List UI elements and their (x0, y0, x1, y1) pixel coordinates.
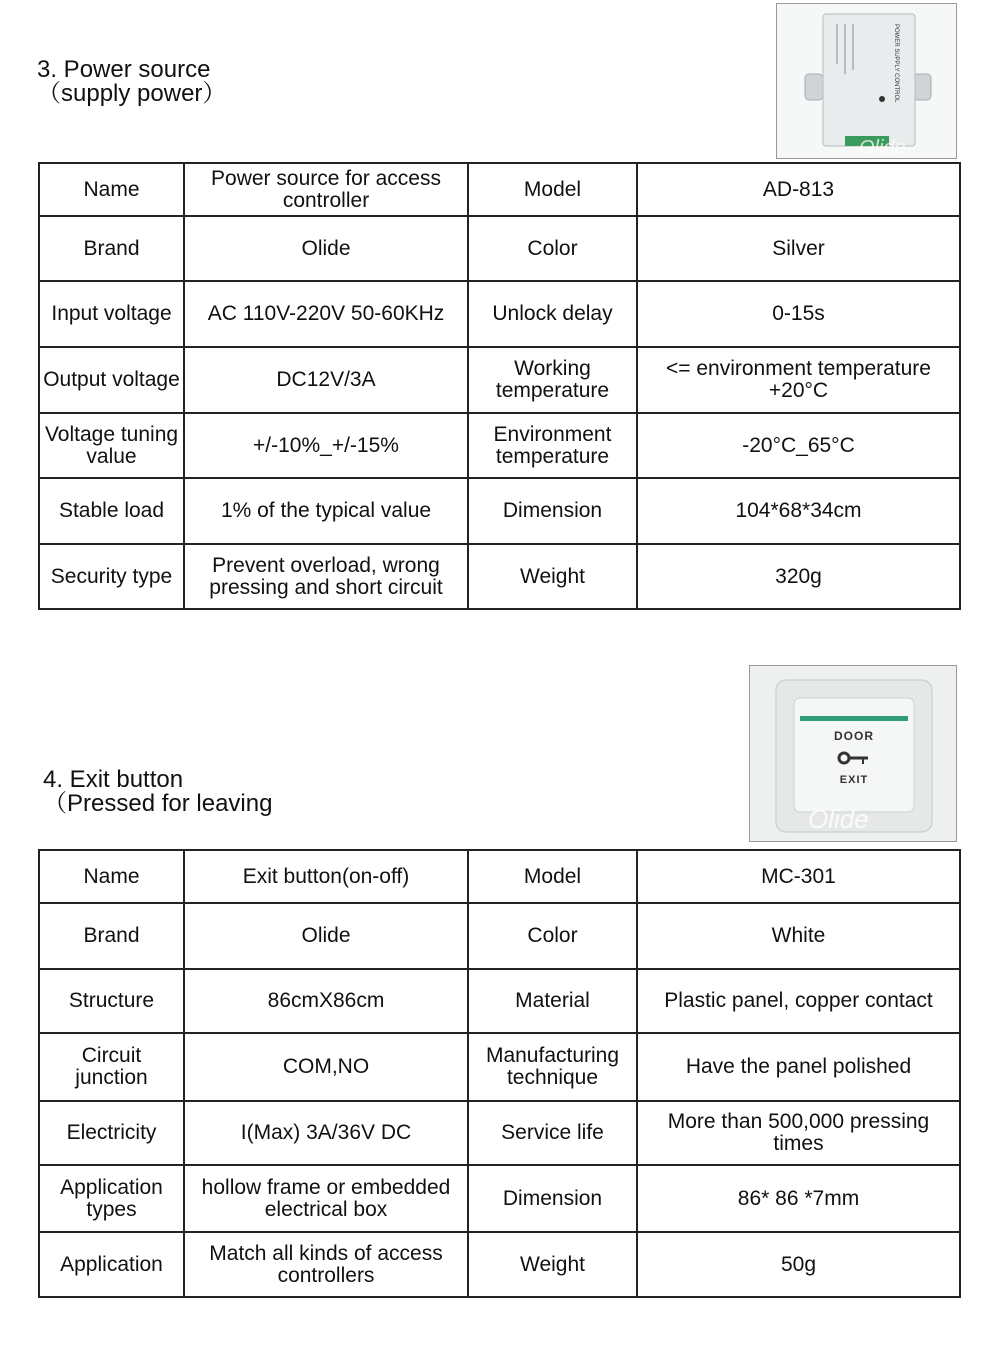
spec-label: Material (468, 969, 637, 1033)
table-row (39, 903, 960, 969)
power-source-spec-table (38, 162, 961, 610)
spec-label: Circuit junction (39, 1033, 184, 1101)
spec-value: Power source for access controller (184, 163, 468, 216)
exit-button-title-line2: （Pressed for leaving (43, 790, 273, 817)
spec-value: Olide (184, 903, 468, 969)
table-row (39, 216, 960, 281)
spec-value: +/-10%_+/-15% (184, 413, 468, 478)
spec-value: Olide (184, 216, 468, 281)
spec-label: Service life (468, 1101, 637, 1165)
spec-label: Weight (468, 1232, 637, 1297)
spec-value: Have the panel polished (637, 1033, 960, 1101)
spec-value: More than 500,000 pressing times (637, 1101, 960, 1165)
table-row (39, 544, 960, 609)
spec-value: White (637, 903, 960, 969)
spec-label: Manufacturing technique (468, 1033, 637, 1101)
spec-label: Name (39, 850, 184, 903)
spec-label: Security type (39, 544, 184, 609)
table-row (39, 163, 960, 216)
spec-value: 104*68*34cm (637, 478, 960, 544)
spec-label: Dimension (468, 478, 637, 544)
spec-value: AC 110V-220V 50-60KHz (184, 281, 468, 347)
spec-value: 86cmX86cm (184, 969, 468, 1033)
spec-value: Plastic panel, copper contact (637, 969, 960, 1033)
spec-label: Stable load (39, 478, 184, 544)
power-supply-watermark: Olide (859, 137, 906, 159)
spec-label: Model (468, 850, 637, 903)
spec-label: Environment temperature (468, 413, 637, 478)
spec-label: Output voltage (39, 347, 184, 413)
spec-label: Model (468, 163, 637, 216)
exit-button-title-line1: 4. Exit button (43, 766, 184, 793)
spec-label: Application (39, 1232, 184, 1297)
spec-label: Input voltage (39, 281, 184, 347)
table-row (39, 413, 960, 478)
spec-value: DC12V/3A (184, 347, 468, 413)
spec-label: Voltage tuning value (39, 413, 184, 478)
spec-label: Brand (39, 216, 184, 281)
power-source-title (37, 58, 226, 106)
spec-value: 86* 86 *7mm (637, 1165, 960, 1232)
spec-label: Unlock delay (468, 281, 637, 347)
spec-label: Structure (39, 969, 184, 1033)
spec-value: Prevent overload, wrong pressing and short circuit (184, 544, 468, 609)
table-row (39, 850, 960, 903)
table-row (39, 969, 960, 1033)
power-source-title-line1: 3. Power source (37, 56, 211, 83)
spec-label: Working temperature (468, 347, 637, 413)
spec-value: 0-15s (637, 281, 960, 347)
table-row (39, 281, 960, 347)
spec-label: Application types (39, 1165, 184, 1232)
exit-button-spec-table (38, 849, 961, 1298)
table-row (39, 1101, 960, 1165)
table-row (39, 347, 960, 413)
spec-label: Color (468, 216, 637, 281)
power-supply-label: POWER SUPPLY CONTROL (893, 24, 899, 103)
spec-value: COM,NO (184, 1033, 468, 1101)
power-supply-photo (776, 3, 957, 159)
power-source-title-line2: （supply power） (37, 80, 227, 107)
spec-value: Match all kinds of access controllers (184, 1232, 468, 1297)
spec-value: 320g (637, 544, 960, 609)
spec-value: Silver (637, 216, 960, 281)
spec-value: MC-301 (637, 850, 960, 903)
table-row (39, 478, 960, 544)
spec-label: Name (39, 163, 184, 216)
spec-value: 50g (637, 1232, 960, 1297)
spec-label: Dimension (468, 1165, 637, 1232)
spec-value: 1% of the typical value (184, 478, 468, 544)
table-row (39, 1033, 960, 1101)
spec-label: Color (468, 903, 637, 969)
spec-value: AD-813 (637, 163, 960, 216)
table-row (39, 1165, 960, 1232)
exit-button-door-text: DOOR (834, 729, 874, 743)
spec-label: Weight (468, 544, 637, 609)
spec-value: I(Max) 3A/36V DC (184, 1101, 468, 1165)
spec-label: Electricity (39, 1101, 184, 1165)
exit-button-photo (749, 665, 957, 842)
exit-button-exit-text: EXIT (839, 774, 869, 786)
spec-value: <= environment temperature +20°C (637, 347, 960, 413)
exit-button-title (43, 768, 272, 816)
spec-value: Exit button(on-off) (184, 850, 468, 903)
spec-label: Brand (39, 903, 184, 969)
spec-value: hollow frame or embedded electrical box (184, 1165, 468, 1232)
exit-button-watermark: Olide (808, 804, 869, 834)
table-row (39, 1232, 960, 1297)
spec-value: -20°C_65°C (637, 413, 960, 478)
